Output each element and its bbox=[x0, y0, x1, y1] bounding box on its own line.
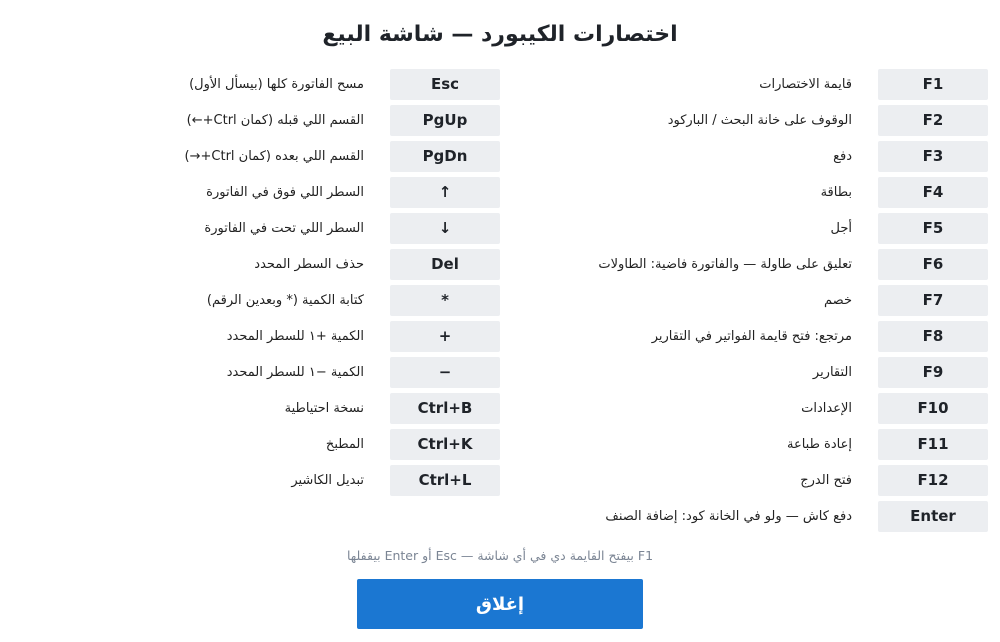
shortcut-key: F8 bbox=[878, 321, 988, 352]
shortcut-description: مرتجع: فتح قايمة الفواتير في التقارير bbox=[651, 328, 852, 344]
shortcut-key: F7 bbox=[878, 285, 988, 316]
shortcut-row bbox=[588, 390, 988, 426]
shortcut-description: دفع كاش — ولو في الخانة كود: إضافة الصنف bbox=[605, 508, 852, 524]
shortcut-key: F1 bbox=[878, 69, 988, 100]
shortcut-key: Ctrl+B bbox=[390, 393, 500, 424]
shortcut-key: F11 bbox=[878, 429, 988, 460]
shortcut-key: Ctrl+L bbox=[390, 465, 500, 496]
shortcut-description: قايمة الاختصارات bbox=[759, 76, 852, 92]
shortcut-row bbox=[588, 66, 988, 102]
shortcut-row bbox=[588, 102, 988, 138]
shortcut-row bbox=[588, 318, 988, 354]
shortcut-row bbox=[588, 174, 988, 210]
dialog-title: اختصارات الكيبورد — شاشة البيع bbox=[322, 22, 678, 47]
shortcut-row bbox=[100, 390, 500, 426]
shortcut-key: * bbox=[390, 285, 500, 316]
shortcut-description: الإعدادات bbox=[801, 400, 852, 416]
shortcut-key: Esc bbox=[390, 69, 500, 100]
shortcut-description: تعليق على طاولة — والفاتورة فاضية: الطاولات bbox=[598, 256, 852, 272]
shortcut-description: الوقوف على خانة البحث / الباركود bbox=[667, 112, 852, 128]
shortcut-row bbox=[100, 354, 500, 390]
shortcut-key: ↑ bbox=[390, 177, 500, 208]
shortcut-key: − bbox=[390, 357, 500, 388]
shortcuts-column-right bbox=[588, 66, 988, 534]
footer-hint: F1 بيفتح القايمة دي في أي شاشة — Esc أو Enter بيقفلها bbox=[346, 548, 654, 563]
shortcut-key: + bbox=[390, 321, 500, 352]
shortcut-row bbox=[588, 354, 988, 390]
shortcut-key: ↓ bbox=[390, 213, 500, 244]
shortcut-key: F5 bbox=[878, 213, 988, 244]
shortcut-row bbox=[100, 66, 500, 102]
shortcut-row bbox=[100, 318, 500, 354]
shortcut-key: F3 bbox=[878, 141, 988, 172]
shortcut-key: Enter bbox=[878, 501, 988, 532]
shortcut-row bbox=[100, 174, 500, 210]
shortcut-row bbox=[100, 462, 500, 498]
shortcut-key: PgUp bbox=[390, 105, 500, 136]
shortcut-description: بطاقة bbox=[820, 184, 852, 200]
shortcut-row bbox=[100, 282, 500, 318]
shortcut-row bbox=[100, 210, 500, 246]
shortcut-description: القسم اللي قبله (كمان Ctrl+←) bbox=[186, 112, 364, 128]
shortcut-description: السطر اللي تحت في الفاتورة bbox=[204, 220, 364, 236]
shortcut-row bbox=[588, 246, 988, 282]
shortcut-row bbox=[588, 498, 988, 534]
shortcut-row bbox=[100, 102, 500, 138]
shortcut-key: F9 bbox=[878, 357, 988, 388]
shortcut-row bbox=[100, 246, 500, 282]
shortcut-row bbox=[100, 138, 500, 174]
shortcut-description: أجل bbox=[830, 220, 852, 236]
shortcut-description: حذف السطر المحدد bbox=[254, 256, 364, 272]
shortcut-key: F4 bbox=[878, 177, 988, 208]
shortcut-description: السطر اللي فوق في الفاتورة bbox=[206, 184, 364, 200]
shortcut-description: إعادة طباعة bbox=[786, 436, 852, 452]
shortcut-key: Ctrl+K bbox=[390, 429, 500, 460]
shortcut-key: F2 bbox=[878, 105, 988, 136]
shortcut-description: الكمية +١ للسطر المحدد bbox=[226, 328, 364, 344]
shortcut-key: PgDn bbox=[390, 141, 500, 172]
shortcut-description: نسخة احتياطية bbox=[284, 400, 364, 416]
shortcut-row bbox=[588, 282, 988, 318]
shortcut-row bbox=[588, 210, 988, 246]
shortcut-description: تبديل الكاشير bbox=[291, 472, 364, 488]
shortcut-description: فتح الدرج bbox=[800, 472, 852, 488]
shortcut-key: F10 bbox=[878, 393, 988, 424]
shortcut-description: دفع bbox=[833, 148, 852, 164]
shortcut-row bbox=[588, 462, 988, 498]
shortcut-row bbox=[588, 138, 988, 174]
shortcut-description: الكمية −١ للسطر المحدد bbox=[226, 364, 364, 380]
shortcut-row bbox=[588, 426, 988, 462]
shortcut-description: كتابة الكمية (* وبعدين الرقم) bbox=[206, 292, 364, 308]
shortcut-row bbox=[100, 426, 500, 462]
shortcuts-column-left bbox=[100, 66, 500, 498]
shortcut-description: خصم bbox=[824, 292, 852, 308]
shortcut-key: F12 bbox=[878, 465, 988, 496]
shortcut-description: المطبخ bbox=[325, 436, 364, 452]
close-button[interactable]: إغلاق bbox=[357, 579, 643, 629]
shortcut-description: التقارير bbox=[812, 364, 852, 380]
shortcut-description: القسم اللي بعده (كمان Ctrl+→) bbox=[184, 148, 364, 164]
shortcut-key: F6 bbox=[878, 249, 988, 280]
shortcut-key: Del bbox=[390, 249, 500, 280]
shortcut-description: مسح الفاتورة كلها (بيسأل الأول) bbox=[189, 76, 364, 92]
